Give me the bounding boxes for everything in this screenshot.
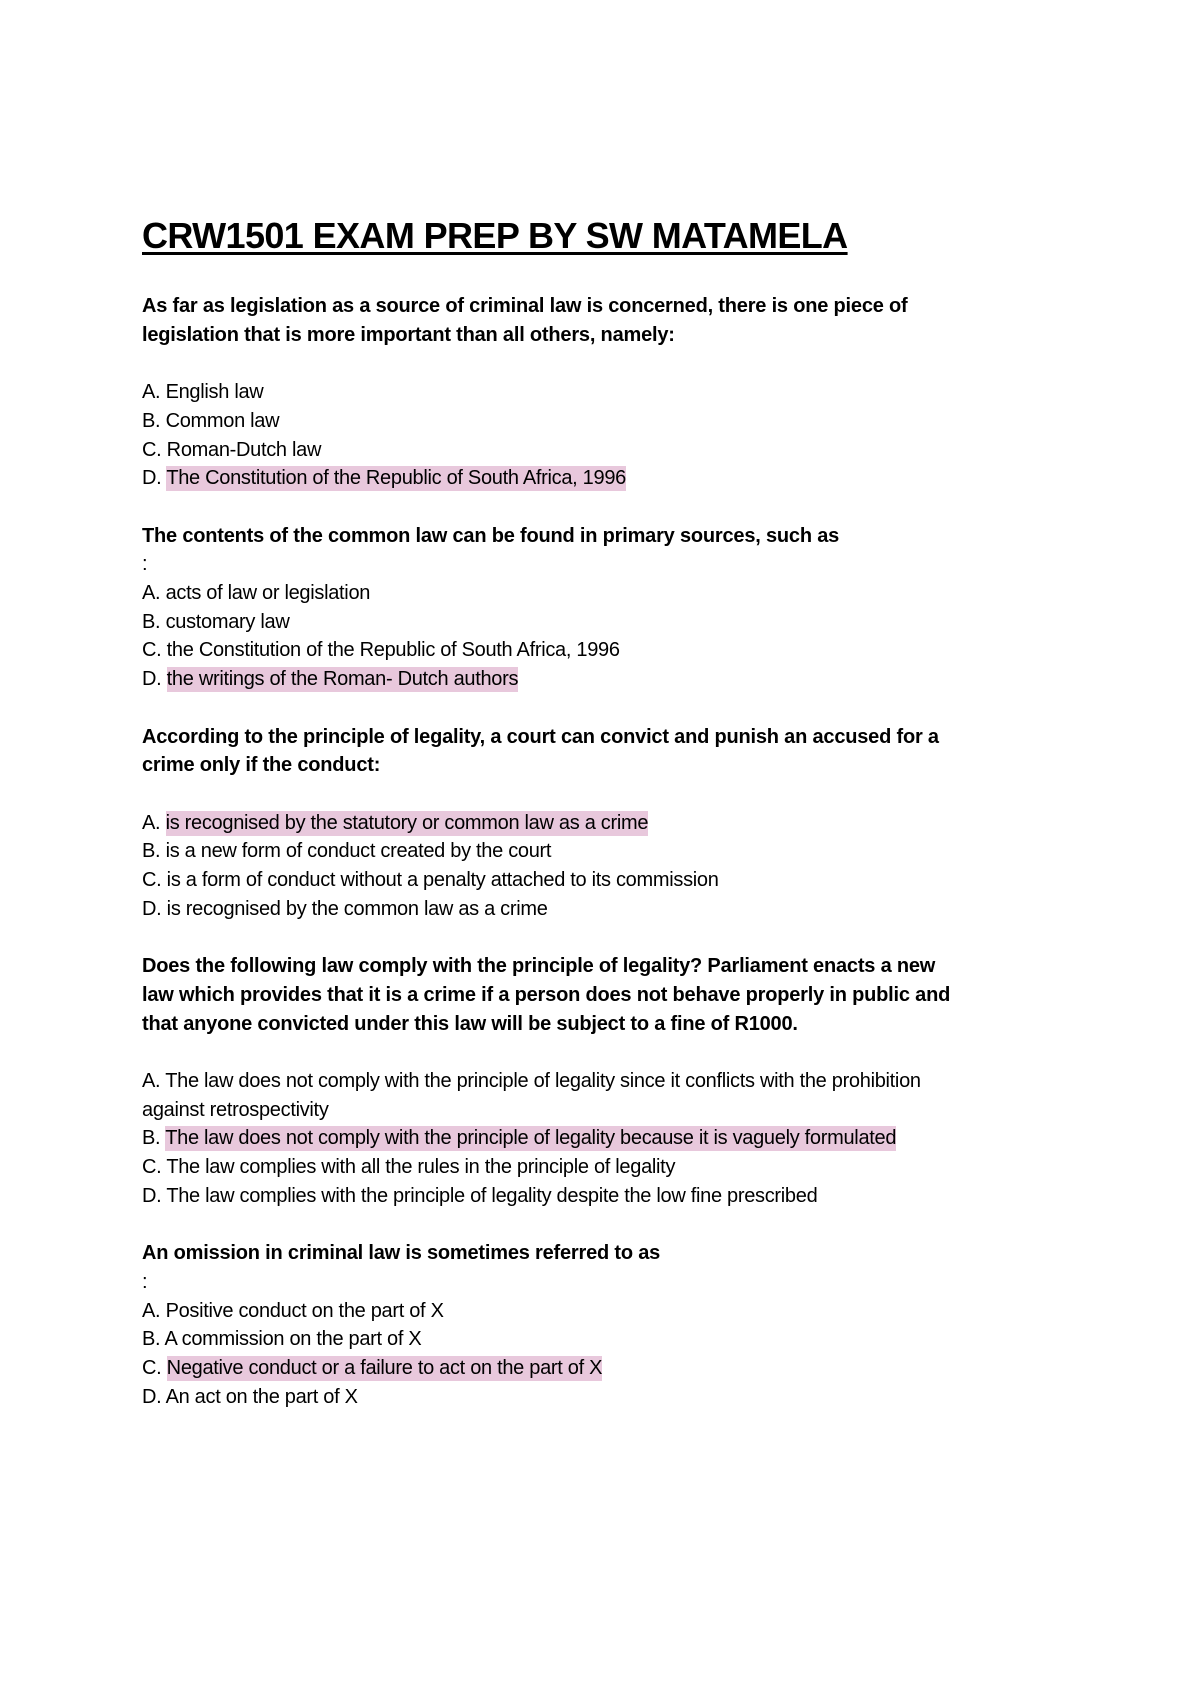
question-block [142, 1239, 972, 1411]
answer-option [142, 837, 972, 866]
option-text: customary law [165, 610, 290, 633]
option-text: Positive conduct on the part of X [165, 1299, 444, 1322]
option-letter: A. [142, 381, 161, 404]
answer-options [142, 809, 972, 924]
question-block [142, 952, 972, 1239]
option-text: the Constitution of the Republic of South Africa, 1996 [166, 639, 620, 662]
answer-option [142, 1182, 972, 1211]
option-text: The law complies with all the rules in the principle of legality [166, 1156, 676, 1178]
option-letter: C. [142, 639, 162, 662]
answer-option [142, 608, 972, 637]
question-trailing-colon: : [142, 553, 148, 576]
option-text: The law does not comply with the principle of legality since it conflicts with the prohibition against retrospectivity [142, 1069, 921, 1121]
option-letter: A. [142, 811, 161, 834]
highlighted-answer-text: The law does not comply with the principle of legality because it is vaguely formulated [165, 1127, 897, 1150]
option-letter: A. [142, 582, 161, 604]
question-spacer [142, 780, 972, 809]
option-letter: B. [142, 610, 161, 633]
answer-options [142, 1067, 972, 1211]
answer-option [142, 895, 972, 924]
option-text: The law complies with the principle of legality despite the low fine prescribed [166, 1184, 818, 1207]
question-spacer [142, 349, 972, 378]
question-text: Does the following law comply with the principle of legality? Parliament enacts a new law which provides that it is a crime if a person does not behave properly in public and that anyone convicted under this law will be subject to a fine of R1000. [142, 955, 951, 1035]
answer-option [142, 1325, 972, 1354]
answer-option [142, 1124, 972, 1153]
question-text: As far as legislation as a source of criminal law is concerned, there is one piece of legislation that is more important than all others, namely: [142, 295, 908, 346]
question-block [142, 522, 972, 723]
question-spacer [142, 1038, 972, 1067]
answer-option [142, 407, 972, 436]
question-separator [142, 923, 972, 952]
option-letter: D. [142, 467, 162, 490]
option-letter: C. [142, 1156, 162, 1178]
answer-options [142, 378, 972, 493]
option-text: Roman-Dutch law [166, 438, 322, 461]
option-letter: B. [142, 409, 161, 432]
document-title: CRW1501 EXAM PREP BY SW MATAMELA [142, 215, 848, 256]
question-text: The contents of the common law can be found in primary sources, such as [142, 524, 840, 547]
question-separator [142, 1210, 972, 1239]
answer-option [142, 464, 972, 493]
question-trailing-colon: : [142, 1270, 148, 1293]
question-list [142, 292, 972, 1411]
option-text: is a form of conduct without a penalty attached to its commission [166, 869, 719, 891]
option-letter: C. [142, 438, 162, 461]
option-letter: A. [142, 1069, 161, 1092]
question-text: An omission in criminal law is sometimes referred to as [142, 1242, 661, 1265]
answer-option [142, 378, 972, 407]
option-text: is recognised by the common law as a crime [166, 897, 548, 920]
option-text: An act on the part of X [165, 1385, 358, 1408]
answer-option [142, 809, 972, 838]
option-letter: C. [142, 1356, 162, 1379]
highlighted-answer-text: is recognised by the statutory or common law as a crime [165, 811, 649, 834]
answer-option [142, 1383, 972, 1412]
option-letter: A. [142, 1299, 161, 1322]
answer-option [142, 1297, 972, 1326]
option-text: is a new form of conduct created by the court [165, 840, 552, 863]
answer-option [142, 1067, 972, 1124]
answer-option [142, 436, 972, 465]
highlighted-answer-text: Negative conduct or a failure to act on the part of X [166, 1356, 603, 1379]
option-letter: D. [142, 1184, 162, 1207]
option-letter: B. [142, 840, 161, 863]
option-letter: D. [142, 668, 162, 691]
option-letter: B. [142, 1328, 161, 1351]
question-block [142, 723, 972, 953]
question-separator [142, 694, 972, 723]
answer-option [142, 665, 972, 694]
option-letter: D. [142, 1385, 162, 1408]
option-letter: B. [142, 1127, 161, 1150]
option-letter: D. [142, 897, 162, 920]
answer-option [142, 1153, 972, 1182]
question-separator [142, 493, 972, 522]
question-text: According to the principle of legality, a court can convict and punish an accused for a crime only if the conduct: [142, 725, 939, 777]
question-block [142, 292, 972, 522]
document-page [142, 214, 972, 1411]
answer-options [142, 579, 972, 694]
answer-option [142, 636, 972, 665]
option-text: Common law [165, 409, 280, 432]
answer-option [142, 579, 972, 608]
option-letter: C. [142, 869, 162, 891]
highlighted-answer-text: The Constitution of the Republic of South Africa, 1996 [166, 467, 626, 490]
option-text: acts of law or legislation [165, 582, 371, 604]
option-text: English law [165, 381, 264, 404]
answer-options [142, 1297, 972, 1412]
answer-option [142, 1354, 972, 1383]
answer-option [142, 866, 972, 895]
highlighted-answer-text: the writings of the Roman- Dutch authors [166, 668, 519, 691]
option-text: A commission on the part of X [164, 1328, 422, 1351]
